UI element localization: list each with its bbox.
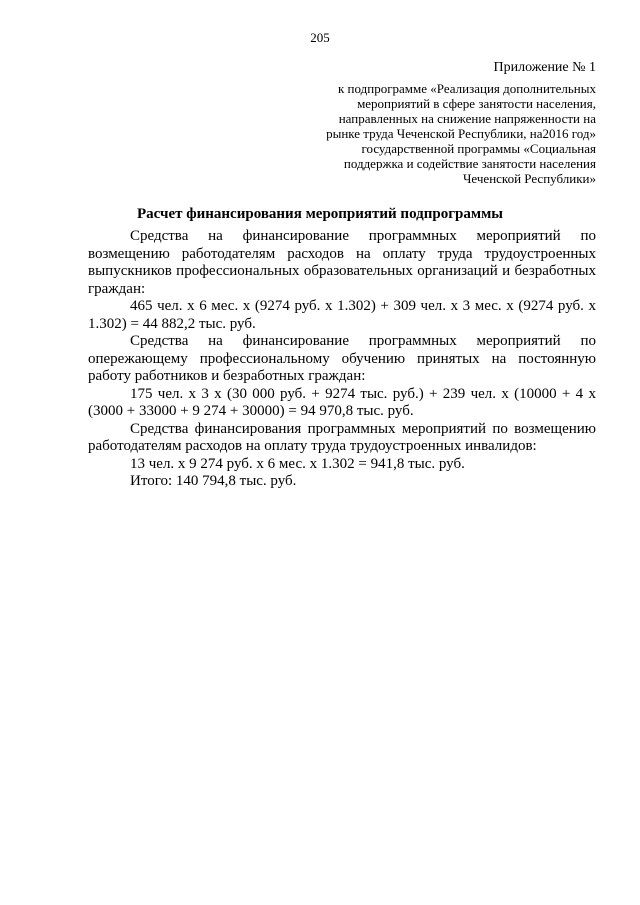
appendix-title: Приложение № 1 (493, 60, 596, 75)
page-number: 205 (310, 30, 330, 45)
appendix-line: государственной программы «Социальная (361, 141, 596, 156)
appendix-line: к подпрограмме «Реализация дополнительных (337, 81, 596, 96)
appendix-line: рынке труда Чеченской Республики, на2016 год» (326, 126, 596, 141)
document-body (88, 228, 596, 491)
section-text: Средства на финансирование программных мероприятий по опережающему профессиональному обучению принятых на постоянную работу работников и безработных граждан: (88, 333, 596, 384)
appendix-line: поддержка и содействие занятости населения (343, 156, 596, 171)
section-formula: 175 чел. х 3 х (30 000 руб. + 9274 тыс. руб.) + 239 чел. х (10000 + 4 х (3000 + 33000 + 9 274 + 30000) = 94 970,8 тыс. руб. (88, 385, 596, 419)
section-formula: 465 чел. х 6 мес. х (9274 руб. х 1.302) + 309 чел. х 3 мес. х (9274 руб. х 1.302) = 44 882,2 тыс. руб. (88, 298, 596, 332)
appendix-line: Чеченской Республики» (462, 171, 596, 186)
document-title: Расчет финансирования мероприятий подпрограммы (136, 206, 504, 222)
section-text: Средства финансирования программных мероприятий по возмещению работодателям расходов на оплату труда трудоустроенных инвалидов: (88, 420, 596, 454)
appendix-line: направленных на снижение напряженности на (338, 111, 596, 126)
section-text: Средства на финансирование программных мероприятий по возмещению работодателям расходов на оплату труда трудоустроенных выпускников профессиональных образовательных организаций и безработных граждан: (88, 228, 596, 297)
section-formula: 13 чел. х 9 274 руб. х 6 мес. х 1.302 = 941,8 тыс. руб. (130, 455, 465, 472)
total-line: Итого: 140 794,8 тыс. руб. (130, 473, 297, 489)
appendix-block (276, 60, 596, 186)
appendix-line: мероприятий в сфере занятости населения, (357, 96, 596, 111)
